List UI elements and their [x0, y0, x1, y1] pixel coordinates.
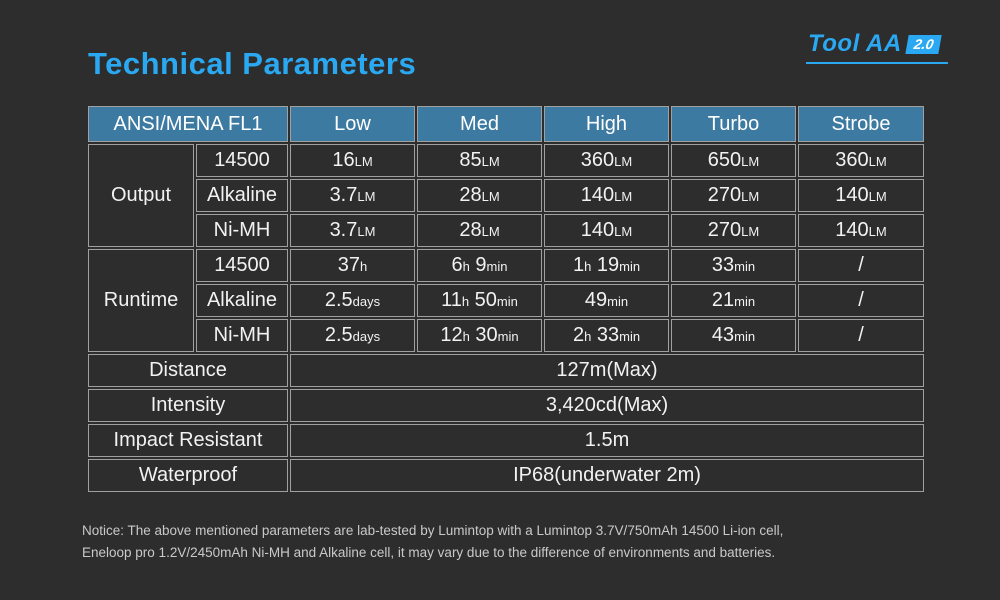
table-row-output-14500 [88, 144, 924, 177]
value-number: 360 [580, 149, 615, 171]
value-number: 3.7 [329, 184, 358, 206]
value-number: 49 [584, 289, 608, 311]
spec-value-distance: 127m(Max) [290, 354, 924, 387]
battery-type-cell: Ni-MH [196, 214, 288, 247]
value-cell [798, 179, 924, 212]
value-number: 140 [835, 219, 869, 241]
value-number: 1 [572, 254, 585, 276]
value-cell [671, 144, 796, 177]
value-unit: LM [614, 224, 633, 239]
value-unit: LM [481, 154, 500, 169]
value-unit: LM [614, 154, 633, 169]
notice-text [82, 520, 927, 563]
table-row-runtime-alkaline [88, 284, 924, 317]
value-cell [671, 214, 796, 247]
value-unit: min [496, 294, 518, 309]
battery-type-cell: 14500 [196, 144, 288, 177]
brand-version-badge: 2.0 [905, 35, 942, 54]
value-cell [290, 284, 415, 317]
value-unit: min [619, 329, 641, 344]
value-unit: LM [481, 224, 500, 239]
value-unit: days [352, 294, 381, 309]
value-cell [417, 284, 542, 317]
column-header-turbo: Turbo [671, 106, 796, 142]
value-cell [417, 249, 542, 282]
spec-label-impact-resistant: Impact Resistant [88, 424, 288, 457]
value-number: / [858, 289, 864, 311]
value-unit: h [584, 329, 592, 344]
value-cell [671, 319, 796, 352]
value-cell [417, 179, 542, 212]
value-unit: h [461, 294, 470, 309]
value-number: / [858, 324, 864, 346]
table-row-intensity [88, 389, 924, 422]
value-number: 16 [332, 149, 355, 171]
table-row-impact-resistant [88, 424, 924, 457]
value-cell [417, 319, 542, 352]
value-unit: LM [741, 189, 760, 204]
battery-type-cell: 14500 [196, 249, 288, 282]
spec-value-waterproof: IP68(underwater 2m) [290, 459, 924, 492]
spec-label-distance: Distance [88, 354, 288, 387]
value-number: 85 [459, 149, 482, 171]
value-cell [544, 249, 669, 282]
value-cell [798, 144, 924, 177]
spec-table [86, 104, 926, 494]
column-header-med: Med [417, 106, 542, 142]
value-cell [290, 319, 415, 352]
value-number: 28 [459, 184, 482, 206]
value-cell [417, 144, 542, 177]
value-cell [544, 144, 669, 177]
value-number: 37 [337, 254, 360, 276]
value-unit: LM [868, 189, 887, 204]
value-unit: LM [481, 189, 500, 204]
value-cell [671, 179, 796, 212]
value-cell [798, 319, 924, 352]
group-label-output: Output [88, 144, 194, 247]
spec-value-intensity: 3,420cd(Max) [290, 389, 924, 422]
notice-line-1: Notice: The above mentioned parameters are lab-tested by Lumintop with a Lumintop 3.7V/750mAh 14500 Li-ion cell, [82, 523, 784, 538]
column-header-high: High [544, 106, 669, 142]
value-number: 33 [591, 324, 620, 346]
value-unit: LM [357, 189, 376, 204]
battery-type-cell: Alkaline [196, 284, 288, 317]
value-number: 50 [469, 289, 497, 311]
value-unit: h [584, 259, 592, 274]
value-number: 28 [459, 219, 482, 241]
value-number: 9 [469, 254, 487, 276]
table-row-runtime-14500 [88, 249, 924, 282]
brand-logo [806, 30, 948, 64]
value-number: 140 [580, 184, 615, 206]
column-header-strobe: Strobe [798, 106, 924, 142]
value-cell [290, 249, 415, 282]
value-number: 2 [572, 324, 585, 346]
value-cell [544, 284, 669, 317]
value-cell [671, 284, 796, 317]
value-unit: h [360, 259, 368, 274]
table-row-runtime-ni-mh [88, 319, 924, 352]
value-number: 2.5 [324, 324, 353, 346]
value-number: 270 [707, 219, 742, 241]
value-number: 21 [711, 289, 735, 311]
value-number: 43 [711, 324, 735, 346]
value-unit: h [462, 329, 470, 344]
value-unit: LM [354, 154, 373, 169]
value-unit: LM [741, 224, 760, 239]
value-cell [544, 214, 669, 247]
value-number: 19 [591, 254, 620, 276]
value-number: / [858, 254, 864, 276]
spec-table-header-row [88, 106, 924, 142]
page-title: Technical Parameters [88, 46, 417, 81]
value-cell [544, 179, 669, 212]
value-number: 270 [707, 184, 742, 206]
battery-type-cell: Alkaline [196, 179, 288, 212]
value-unit: days [352, 329, 381, 344]
spec-table-body [88, 144, 924, 492]
spec-label-intensity: Intensity [88, 389, 288, 422]
value-cell [798, 249, 924, 282]
value-unit: min [734, 294, 756, 309]
value-cell [798, 284, 924, 317]
value-unit: LM [357, 224, 376, 239]
value-unit: min [734, 329, 756, 344]
value-cell [290, 144, 415, 177]
value-number: 650 [707, 149, 742, 171]
value-unit: min [497, 329, 519, 344]
value-number: 33 [711, 254, 735, 276]
value-number: 12 [440, 324, 463, 346]
value-unit: LM [614, 189, 633, 204]
value-unit: LM [868, 154, 887, 169]
value-cell [290, 214, 415, 247]
value-unit: min [607, 294, 629, 309]
table-row-distance [88, 354, 924, 387]
value-cell [544, 319, 669, 352]
table-row-waterproof [88, 459, 924, 492]
value-number: 3.7 [329, 219, 358, 241]
value-number: 11 [441, 289, 462, 311]
value-number: 30 [469, 324, 498, 346]
value-number: 2.5 [324, 289, 353, 311]
group-label-runtime: Runtime [88, 249, 194, 352]
value-unit: min [734, 259, 756, 274]
column-header-ansi-mena-fl1: ANSI/MENA FL1 [88, 106, 288, 142]
table-row-output-ni-mh [88, 214, 924, 247]
value-unit: min [486, 259, 508, 274]
column-header-low: Low [290, 106, 415, 142]
value-cell [290, 179, 415, 212]
value-cell [671, 249, 796, 282]
battery-type-cell: Ni-MH [196, 319, 288, 352]
value-number: 6 [451, 254, 463, 276]
spec-value-impact-resistant: 1.5m [290, 424, 924, 457]
value-unit: LM [868, 224, 887, 239]
value-cell [417, 214, 542, 247]
value-cell [798, 214, 924, 247]
notice-line-2: Eneloop pro 1.2V/2450mAh Ni-MH and Alkaline cell, it may vary due to the difference of environments and batteries. [82, 544, 776, 560]
table-row-output-alkaline [88, 179, 924, 212]
spec-label-waterproof: Waterproof [88, 459, 288, 492]
value-number: 140 [835, 184, 869, 206]
value-unit: h [462, 259, 470, 274]
value-number: 140 [580, 219, 615, 241]
value-unit: LM [741, 154, 760, 169]
value-number: 360 [835, 149, 869, 171]
value-unit: min [619, 259, 641, 274]
brand-name: Tool AA [808, 30, 902, 57]
